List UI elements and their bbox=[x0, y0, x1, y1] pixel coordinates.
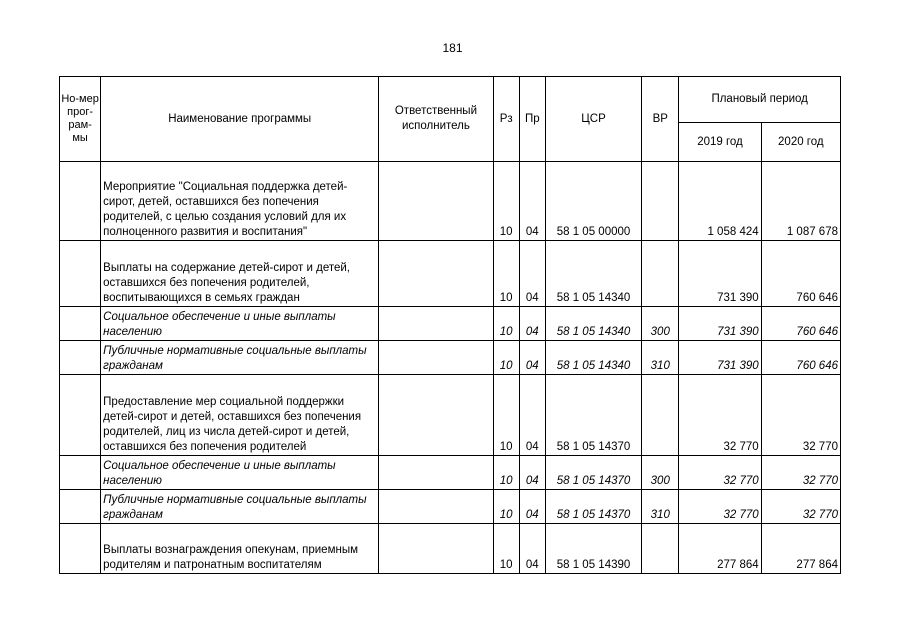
cell-pr: 04 bbox=[519, 341, 545, 375]
cell-vr bbox=[642, 162, 679, 241]
table-row bbox=[60, 524, 841, 574]
cell-rz: 10 bbox=[493, 456, 519, 490]
cell-csr: 58 1 05 14340 bbox=[545, 341, 641, 375]
cell-rz: 10 bbox=[493, 490, 519, 524]
header-pr: Пр bbox=[519, 77, 545, 162]
cell-vr bbox=[642, 375, 679, 456]
cell-program-name: Социальное обеспечение и иные выплаты населению bbox=[101, 456, 379, 490]
cell-program-name: Публичные нормативные социальные выплаты гражданам bbox=[101, 341, 379, 375]
cell-amount-2019: 1 058 424 bbox=[679, 162, 761, 241]
cell-program-name: Предоставление мер социальной поддержки детей-сирот и детей, оставшихся без попечения родителей, лиц из числа детей-сирот и детей, оставшихся без попечения родителей bbox=[101, 375, 379, 456]
table-row bbox=[60, 456, 841, 490]
cell-rz: 10 bbox=[493, 241, 519, 307]
cell-amount-2020: 760 646 bbox=[761, 341, 840, 375]
cell-csr: 58 1 05 00000 bbox=[545, 162, 641, 241]
cell-pr: 04 bbox=[519, 375, 545, 456]
cell-vr: 300 bbox=[642, 307, 679, 341]
table-row bbox=[60, 375, 841, 456]
cell-vr: 310 bbox=[642, 341, 679, 375]
table-row bbox=[60, 241, 841, 307]
cell-rz: 10 bbox=[493, 524, 519, 574]
cell-vr: 310 bbox=[642, 490, 679, 524]
cell-executor bbox=[379, 241, 493, 307]
cell-csr: 58 1 05 14340 bbox=[545, 307, 641, 341]
cell-pr: 04 bbox=[519, 456, 545, 490]
cell-executor bbox=[379, 341, 493, 375]
cell-csr: 58 1 05 14340 bbox=[545, 241, 641, 307]
cell-amount-2020: 277 864 bbox=[761, 524, 840, 574]
cell-program-name: Социальное обеспечение и иные выплаты населению bbox=[101, 307, 379, 341]
cell-csr: 58 1 05 14370 bbox=[545, 375, 641, 456]
cell-program-number bbox=[60, 524, 101, 574]
header-year-2019: 2019 год bbox=[679, 123, 761, 162]
cell-program-number bbox=[60, 162, 101, 241]
cell-pr: 04 bbox=[519, 307, 545, 341]
header-year-2020: 2020 год bbox=[761, 123, 840, 162]
cell-rz: 10 bbox=[493, 307, 519, 341]
cell-csr: 58 1 05 14390 bbox=[545, 524, 641, 574]
cell-amount-2020: 1 087 678 bbox=[761, 162, 840, 241]
cell-pr: 04 bbox=[519, 524, 545, 574]
cell-program-number bbox=[60, 375, 101, 456]
header-executor: Ответственный исполнитель bbox=[379, 77, 493, 162]
cell-amount-2020: 760 646 bbox=[761, 307, 840, 341]
cell-amount-2019: 731 390 bbox=[679, 307, 761, 341]
cell-amount-2019: 32 770 bbox=[679, 456, 761, 490]
header-plan-period: Плановый период bbox=[679, 77, 841, 123]
cell-executor bbox=[379, 524, 493, 574]
cell-program-number bbox=[60, 241, 101, 307]
cell-rz: 10 bbox=[493, 341, 519, 375]
cell-pr: 04 bbox=[519, 490, 545, 524]
cell-csr: 58 1 05 14370 bbox=[545, 456, 641, 490]
cell-amount-2019: 32 770 bbox=[679, 490, 761, 524]
table-row bbox=[60, 162, 841, 241]
cell-executor bbox=[379, 307, 493, 341]
cell-pr: 04 bbox=[519, 162, 545, 241]
cell-rz: 10 bbox=[493, 375, 519, 456]
cell-program-number bbox=[60, 490, 101, 524]
cell-amount-2020: 32 770 bbox=[761, 375, 840, 456]
cell-executor bbox=[379, 162, 493, 241]
cell-executor bbox=[379, 456, 493, 490]
header-vr: ВР bbox=[642, 77, 679, 162]
table-row bbox=[60, 307, 841, 341]
header-program-number: Но-мер прог-рам-мы bbox=[60, 77, 101, 162]
header-program-name: Наименование программы bbox=[101, 77, 379, 162]
cell-amount-2020: 760 646 bbox=[761, 241, 840, 307]
cell-amount-2020: 32 770 bbox=[761, 456, 840, 490]
page-number: 181 bbox=[442, 41, 463, 55]
cell-vr bbox=[642, 524, 679, 574]
budget-table bbox=[59, 76, 841, 574]
cell-amount-2020: 32 770 bbox=[761, 490, 840, 524]
cell-vr bbox=[642, 241, 679, 307]
cell-program-name: Выплаты вознаграждения опекунам, приемным родителям и патронатным воспитателям bbox=[101, 524, 379, 574]
cell-amount-2019: 277 864 bbox=[679, 524, 761, 574]
cell-program-name: Публичные нормативные социальные выплаты гражданам bbox=[101, 490, 379, 524]
cell-program-number bbox=[60, 456, 101, 490]
cell-amount-2019: 731 390 bbox=[679, 241, 761, 307]
cell-program-name: Мероприятие "Социальная поддержка детей-сирот, детей, оставшихся без попечения родителей, с целью создания условий для их полноценного развития и воспитания" bbox=[101, 162, 379, 241]
cell-program-number bbox=[60, 307, 101, 341]
cell-csr: 58 1 05 14370 bbox=[545, 490, 641, 524]
cell-vr: 300 bbox=[642, 456, 679, 490]
table-row bbox=[60, 341, 841, 375]
cell-amount-2019: 731 390 bbox=[679, 341, 761, 375]
cell-executor bbox=[379, 375, 493, 456]
cell-rz: 10 bbox=[493, 162, 519, 241]
cell-program-number bbox=[60, 341, 101, 375]
cell-program-name: Выплаты на содержание детей-сирот и детей, оставшихся без попечения родителей, воспитывающихся в семьях граждан bbox=[101, 241, 379, 307]
header-csr: ЦСР bbox=[545, 77, 641, 162]
table-row bbox=[60, 490, 841, 524]
cell-executor bbox=[379, 490, 493, 524]
cell-amount-2019: 32 770 bbox=[679, 375, 761, 456]
header-rz: Рз bbox=[493, 77, 519, 162]
cell-pr: 04 bbox=[519, 241, 545, 307]
